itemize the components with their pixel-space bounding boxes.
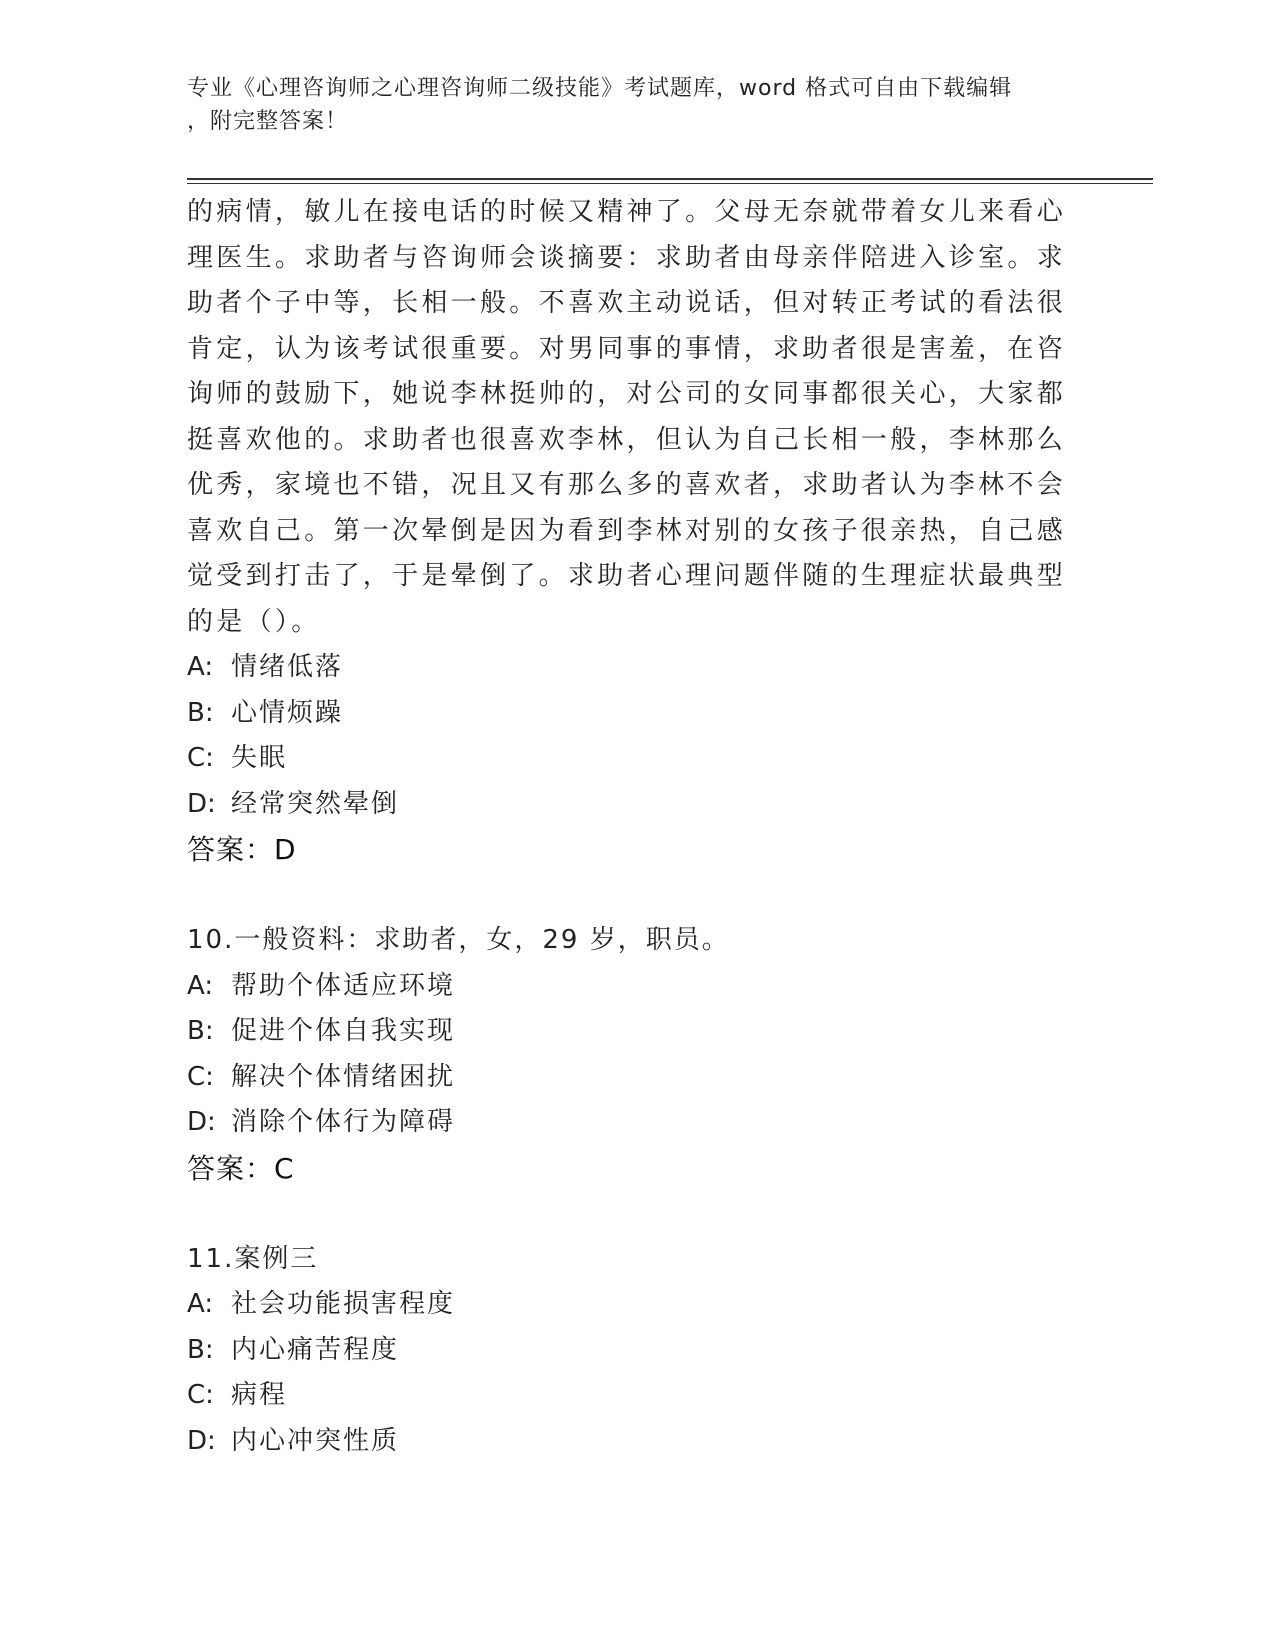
option-d — [187, 1419, 1087, 1465]
option-key: C: — [187, 743, 214, 773]
option-key: C: — [187, 1380, 214, 1410]
document-header — [187, 72, 1067, 138]
option-b — [187, 691, 1087, 737]
option-text: 病程 — [231, 1380, 288, 1410]
option-c — [187, 1055, 1087, 1101]
question-11-title: 11.案例三 — [187, 1243, 319, 1274]
option-key: B: — [187, 1016, 214, 1046]
paragraph-line: 挺喜欢他的。求助者也很喜欢李林，但认为自己长相一般，李林那么 — [187, 424, 1067, 455]
option-key: B: — [187, 697, 214, 728]
spacer — [187, 873, 1087, 919]
option-key: B: — [187, 1334, 214, 1365]
option-key: A: — [187, 970, 214, 1001]
header-line-2: ，附完整答案！ — [187, 109, 349, 134]
question-10-options — [187, 964, 1087, 1146]
option-c — [187, 736, 1087, 782]
paragraph-line: 觉受到打击了，于是晕倒了。求助者心理问题伴随的生理症状最典型 — [187, 561, 1067, 591]
option-key: D: — [187, 1107, 216, 1137]
option-key: A: — [187, 1289, 214, 1319]
option-text: 经常突然晕倒 — [231, 788, 400, 819]
option-key: D: — [187, 788, 216, 819]
option-text: 促进个体自我实现 — [231, 1016, 456, 1046]
option-d — [187, 1100, 1087, 1146]
paragraph-line: 助者个子中等，长相一般。不喜欢主动说话，但对转正考试的看法很 — [187, 288, 1067, 318]
paragraph-line: 肯定，认为该考试很重要。对男同事的事情，求助者很是害羞，在咨 — [187, 333, 1067, 364]
question-10-answer: 答案：C — [187, 1151, 295, 1185]
paragraph-line: 的是（）。 — [187, 606, 321, 637]
option-a — [187, 645, 1087, 691]
option-key: D: — [187, 1425, 216, 1456]
question-9-stem — [187, 190, 1087, 645]
option-c — [187, 1373, 1087, 1419]
option-b — [187, 1328, 1087, 1374]
header-line-1: 专业《心理咨询师之心理咨询师二级技能》考试题库，word 格式可自由下载编辑 — [187, 76, 1013, 101]
document-body — [187, 190, 1087, 1464]
option-text: 失眠 — [231, 743, 288, 773]
option-b — [187, 1009, 1087, 1055]
question-11-options — [187, 1282, 1087, 1464]
option-a — [187, 964, 1087, 1010]
paragraph-line: 优秀，家境也不错，况且又有那么多的喜欢者，求助者认为李林不会 — [187, 470, 1067, 500]
option-text: 情绪低落 — [231, 652, 344, 682]
paragraph-line: 喜欢自己。第一次晕倒是因为看到李林对别的女孩子很亲热，自己感 — [187, 515, 1067, 546]
spacer — [187, 1191, 1087, 1237]
paragraph-line: 询师的鼓励下，她说李林挺帅的，对公司的女同事都很关心，大家都 — [187, 379, 1067, 409]
paragraph-line: 的病情，敏儿在接电话的时候又精神了。父母无奈就带着女儿来看心 — [187, 197, 1067, 227]
header-rule-thick — [187, 178, 1153, 180]
question-10-title: 10.一般资料：求助者，女，29 岁，职员。 — [187, 925, 730, 955]
option-text: 消除个体行为障碍 — [231, 1107, 456, 1137]
option-text: 社会功能损害程度 — [231, 1289, 456, 1319]
header-rule-thin — [187, 183, 1153, 184]
question-9-answer: 答案：D — [187, 833, 297, 866]
option-key: C: — [187, 1061, 214, 1092]
option-text: 解决个体情绪困扰 — [231, 1061, 456, 1092]
option-text: 内心冲突性质 — [231, 1425, 400, 1456]
option-d — [187, 782, 1087, 828]
paragraph-line: 理医生。求助者与咨询师会谈摘要：求助者由母亲伴陪进入诊室。求 — [187, 242, 1067, 273]
option-text: 内心痛苦程度 — [231, 1334, 400, 1365]
option-a — [187, 1282, 1087, 1328]
option-text: 帮助个体适应环境 — [231, 970, 456, 1001]
option-text: 心情烦躁 — [231, 697, 344, 728]
option-key: A: — [187, 652, 214, 682]
question-9-options — [187, 645, 1087, 827]
